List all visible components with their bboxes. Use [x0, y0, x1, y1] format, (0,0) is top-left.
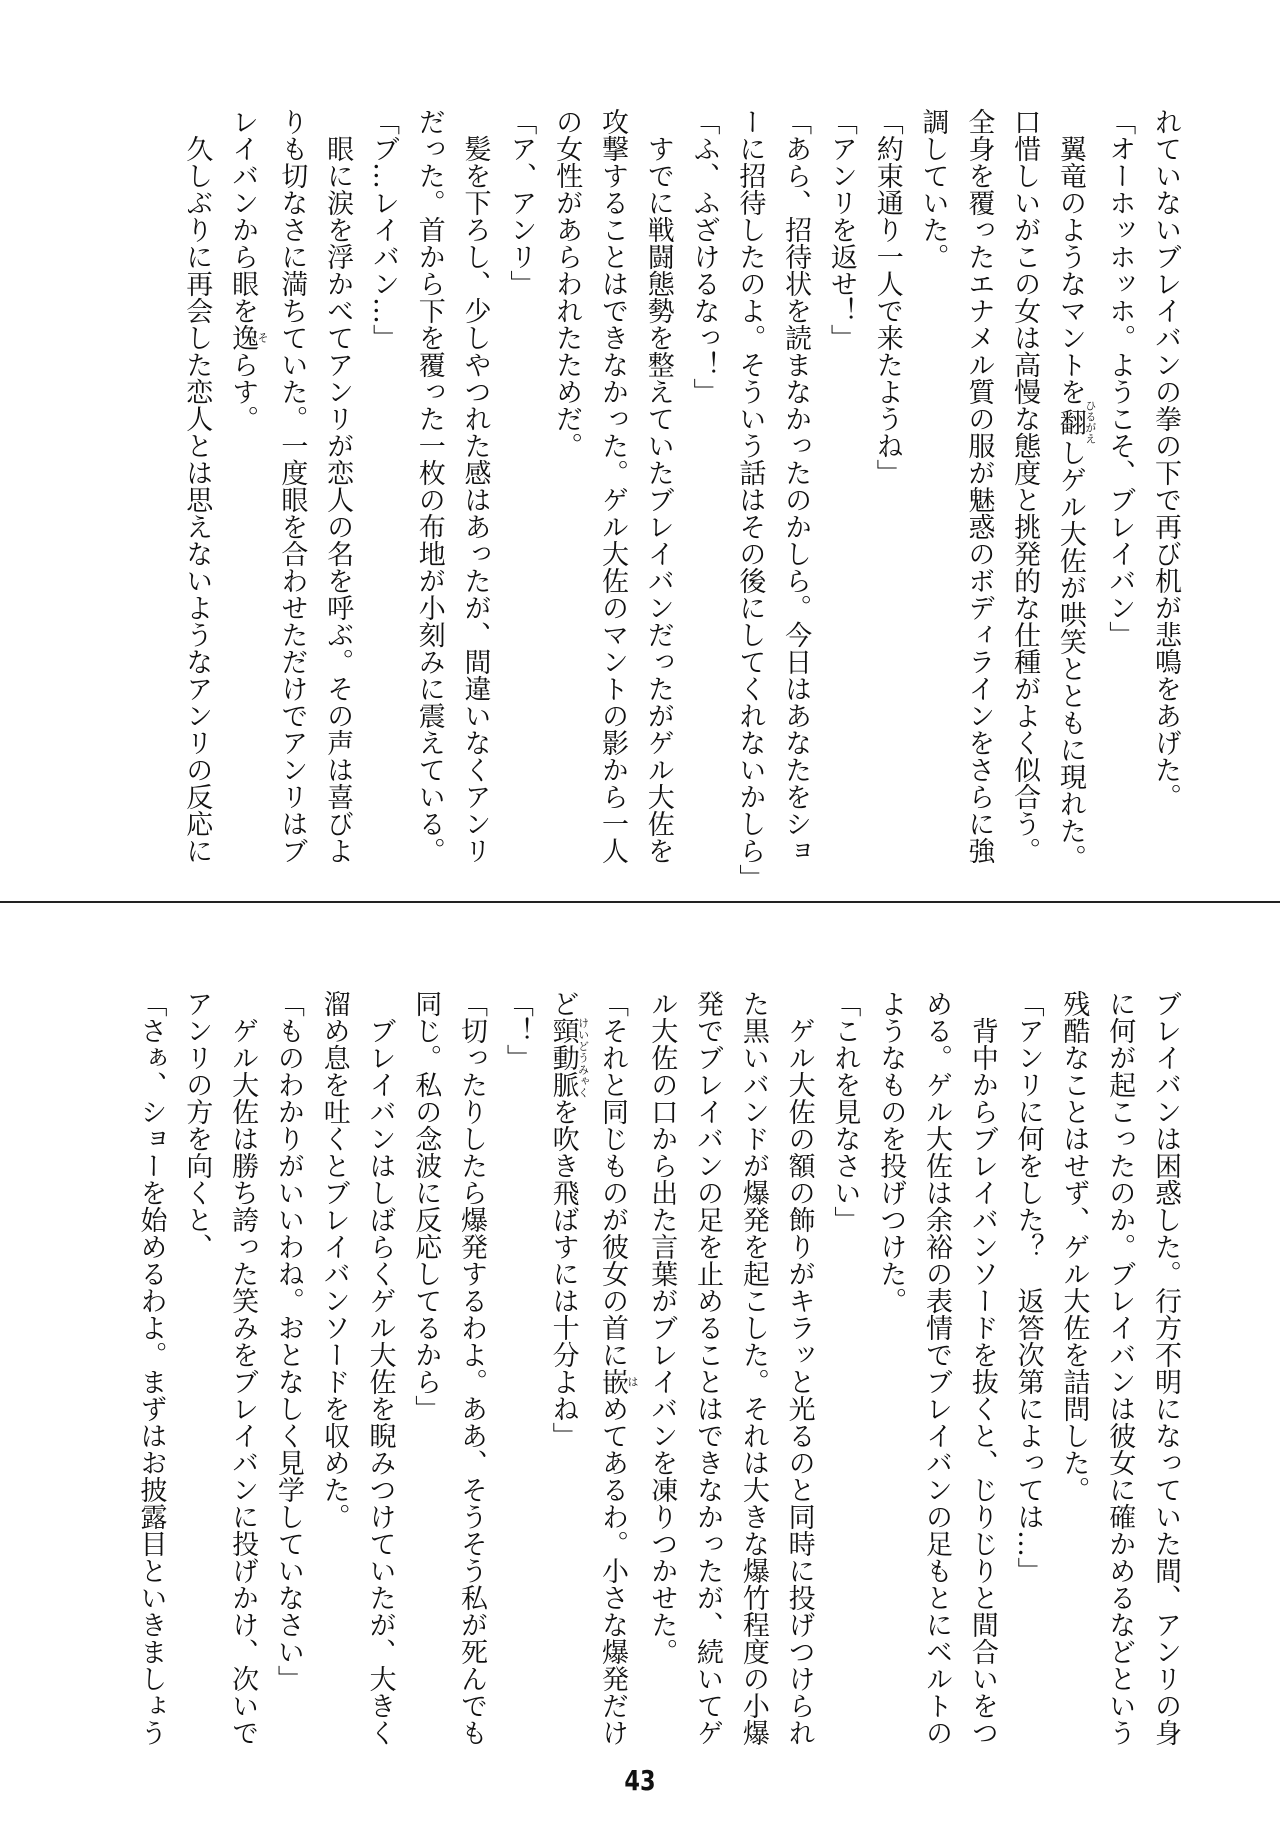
text-run: 「ものわかりがいいわね。おとなしく見学していなさい」: [272, 990, 304, 1692]
text-column: [269, 108, 315, 874]
text-column: [681, 108, 727, 874]
text-column: [543, 108, 589, 874]
text-column: [452, 108, 498, 874]
text-run: ーに招待したのよ。そういう話はその後にしてくれないかしら」: [734, 108, 766, 891]
text-column: [822, 990, 868, 1770]
text-run: 「あら、招待状を読まなかったのかしら。今日はあなたをショ: [780, 108, 812, 864]
text-column: [1005, 990, 1051, 1770]
text-run: 調していた。: [917, 108, 949, 270]
text-run: 同じ。私の念波に反応してるから」: [410, 990, 442, 1422]
ruby-base: 翻: [1054, 400, 1086, 444]
text-run: 「アンリを返せ！」: [825, 108, 857, 351]
text-column: [448, 990, 494, 1770]
text-column: [402, 990, 448, 1770]
text-run: すでに戦闘態勢を整えていたブレイバンだったがゲル大佐を: [642, 135, 674, 864]
text-run: 「アンリに何をした？ 返答次第によっては…」: [1012, 990, 1044, 1584]
text-run: 「ブ…レイバン…」: [367, 108, 399, 351]
text-run: だった。首から下を覆った一枚の布地が小刻みに震えている。: [413, 108, 445, 864]
text-run: 「ア、アンリ」: [505, 108, 537, 297]
text-column: [219, 108, 268, 874]
ruby-base: 頸動脈: [547, 1017, 579, 1098]
text-column: [1142, 108, 1188, 874]
text-run: ど: [547, 990, 579, 1017]
text-run: 溜め息を吐くとブレイバンソードを収めた。: [318, 990, 350, 1530]
text-run: レイバンから眼を: [227, 108, 259, 324]
text-run: 「！」: [501, 990, 533, 1071]
text-run: れていないブレイバンの拳の下で再び机が悲鳴をあげた。: [1150, 108, 1181, 810]
ruby-word: [547, 1017, 590, 1098]
text-column: [913, 990, 959, 1770]
text-column: [1096, 108, 1142, 874]
ruby-base: 逸: [227, 324, 259, 351]
text-run: 翼竜のようなマントを: [1054, 135, 1086, 405]
text-run: 口惜しいがこの女は高慢な態度と挑発的な仕種がよく似合う。: [1009, 108, 1041, 864]
text-run: ようなものを投げつけた。: [875, 990, 907, 1314]
text-run: 「約束通り一人で来たようね」: [871, 108, 903, 486]
text-column: [638, 990, 684, 1770]
divider-line: [0, 901, 1280, 903]
text-run: に何が起こったのか。ブレイバンは彼女に確かめるなどという: [1104, 990, 1136, 1746]
text-run: ゲル大佐は勝ち誇った笑みをブレイバンに投げかけ、次いで: [227, 1017, 259, 1746]
text-run: 全身を覆ったエナメル質の服が魅惑のボディラインをさらに強: [963, 108, 995, 864]
text-run: ブレイバンはしばらくゲル大佐を睨みつけていたが、大きく: [364, 1017, 396, 1746]
text-column: [314, 108, 360, 874]
text-run: 「切ったりしたら爆発するわよ。ああ、そうそう私が死んでも: [456, 990, 488, 1746]
text-column: [173, 108, 219, 874]
text-run: しゲル大佐が哄笑とともに現れた。: [1054, 439, 1086, 871]
text-run: ゲル大佐の額の飾りがキラッと光るのと同時に投げつけられ: [783, 1017, 815, 1746]
text-run: 髪を下ろし、少しやつれた感はあったが、間違いなくアンリ: [459, 135, 491, 864]
text-run: 「ふ、ふざけるなっ！」: [688, 108, 720, 405]
text-column: [867, 990, 913, 1770]
text-run: める。ゲル大佐は余裕の表情でブレイバンの足もとにベルトの: [921, 990, 953, 1746]
text-column: [357, 990, 403, 1770]
text-column: [864, 108, 910, 874]
text-run: を吹き飛ばすには十分よね」: [547, 1098, 579, 1449]
text-run: 「オーホッホッホ。ようこそ、ブレイバン」: [1104, 108, 1136, 648]
text-column: [727, 108, 773, 891]
page-number: 43: [624, 1764, 656, 1797]
text-column: [1047, 108, 1096, 874]
ruby-word: [596, 1368, 639, 1395]
text-column: [772, 108, 818, 874]
text-column: [730, 990, 776, 1770]
text-column: [1001, 108, 1047, 874]
text-column: [360, 108, 406, 874]
text-run: 「さぁ、ショーを始めるわよ。まずはお披露目といきましょう: [135, 990, 167, 1746]
text-run: 久しぶりに再会した恋人とは思えないようなアンリの反応に: [181, 135, 213, 864]
ruby-base: 嵌: [596, 1368, 628, 1395]
bottom-text-block: [86, 990, 1188, 1770]
text-column: [776, 990, 822, 1770]
text-column: [635, 108, 681, 874]
text-run: アンリの方を向くと、: [181, 990, 213, 1260]
text-run: の女性があらわれたためだ。: [551, 108, 583, 459]
text-column: [219, 990, 265, 1770]
text-column: [589, 108, 635, 874]
text-run: めてあるわ。小さな爆発だけ: [596, 1395, 628, 1746]
ruby-reading: そ: [256, 324, 270, 351]
text-column: [818, 108, 864, 874]
ruby-reading: は: [625, 1368, 639, 1395]
text-run: らす。: [227, 351, 259, 432]
text-run: りも切なさに満ちていた。一度眼を合わせただけでアンリはブ: [276, 108, 308, 864]
ruby-reading: けいどうみゃく: [576, 1017, 590, 1098]
text-run: 発でブレイバンの足を止めることはできなかったが、続いてゲ: [692, 990, 724, 1746]
text-run: 攻撃することはできなかった。ゲル大佐のマントの影から一人: [596, 108, 628, 864]
text-column: [1096, 990, 1142, 1770]
text-run: 「これを見なさい」: [829, 990, 861, 1233]
text-column: [406, 108, 452, 874]
text-run: 眼に涙を浮かべてアンリが恋人の名を呼ぶ。その声は喜びよ: [322, 135, 354, 864]
text-run: 「それと同じものが彼女の首に: [596, 990, 628, 1368]
text-run: た黒いバンドが爆発を起こした。それは大きな爆竹程度の小爆: [737, 990, 769, 1746]
ruby-word: [227, 324, 270, 351]
text-column: [311, 990, 357, 1770]
top-text-block: [86, 108, 1188, 891]
ruby-word: [1054, 400, 1097, 444]
text-run: 背中からブレイバンソードを抜くと、じりじりと間合いをつ: [966, 1017, 998, 1746]
ruby-reading: ひるがえ: [1083, 400, 1097, 444]
text-column: [684, 990, 730, 1770]
text-column: [910, 108, 956, 874]
text-column: [1051, 990, 1097, 1770]
text-column: [959, 990, 1005, 1770]
text-column: [173, 990, 219, 1770]
text-column: [265, 990, 311, 1770]
text-run: ブレイバンは困惑した。行方不明になっていた間、アンリの身: [1150, 990, 1181, 1746]
text-column: [540, 990, 589, 1770]
text-run: ル大佐の口から出た言葉がブレイバンを凍りつかせた。: [646, 990, 678, 1665]
text-column: [589, 990, 638, 1770]
text-column: [956, 108, 1002, 874]
text-column: [498, 108, 544, 874]
text-column: [494, 990, 540, 1770]
text-column: [1142, 990, 1188, 1770]
text-run: 残酷なことはせず、ゲル大佐を詰問した。: [1058, 990, 1090, 1503]
text-column: [128, 990, 174, 1770]
